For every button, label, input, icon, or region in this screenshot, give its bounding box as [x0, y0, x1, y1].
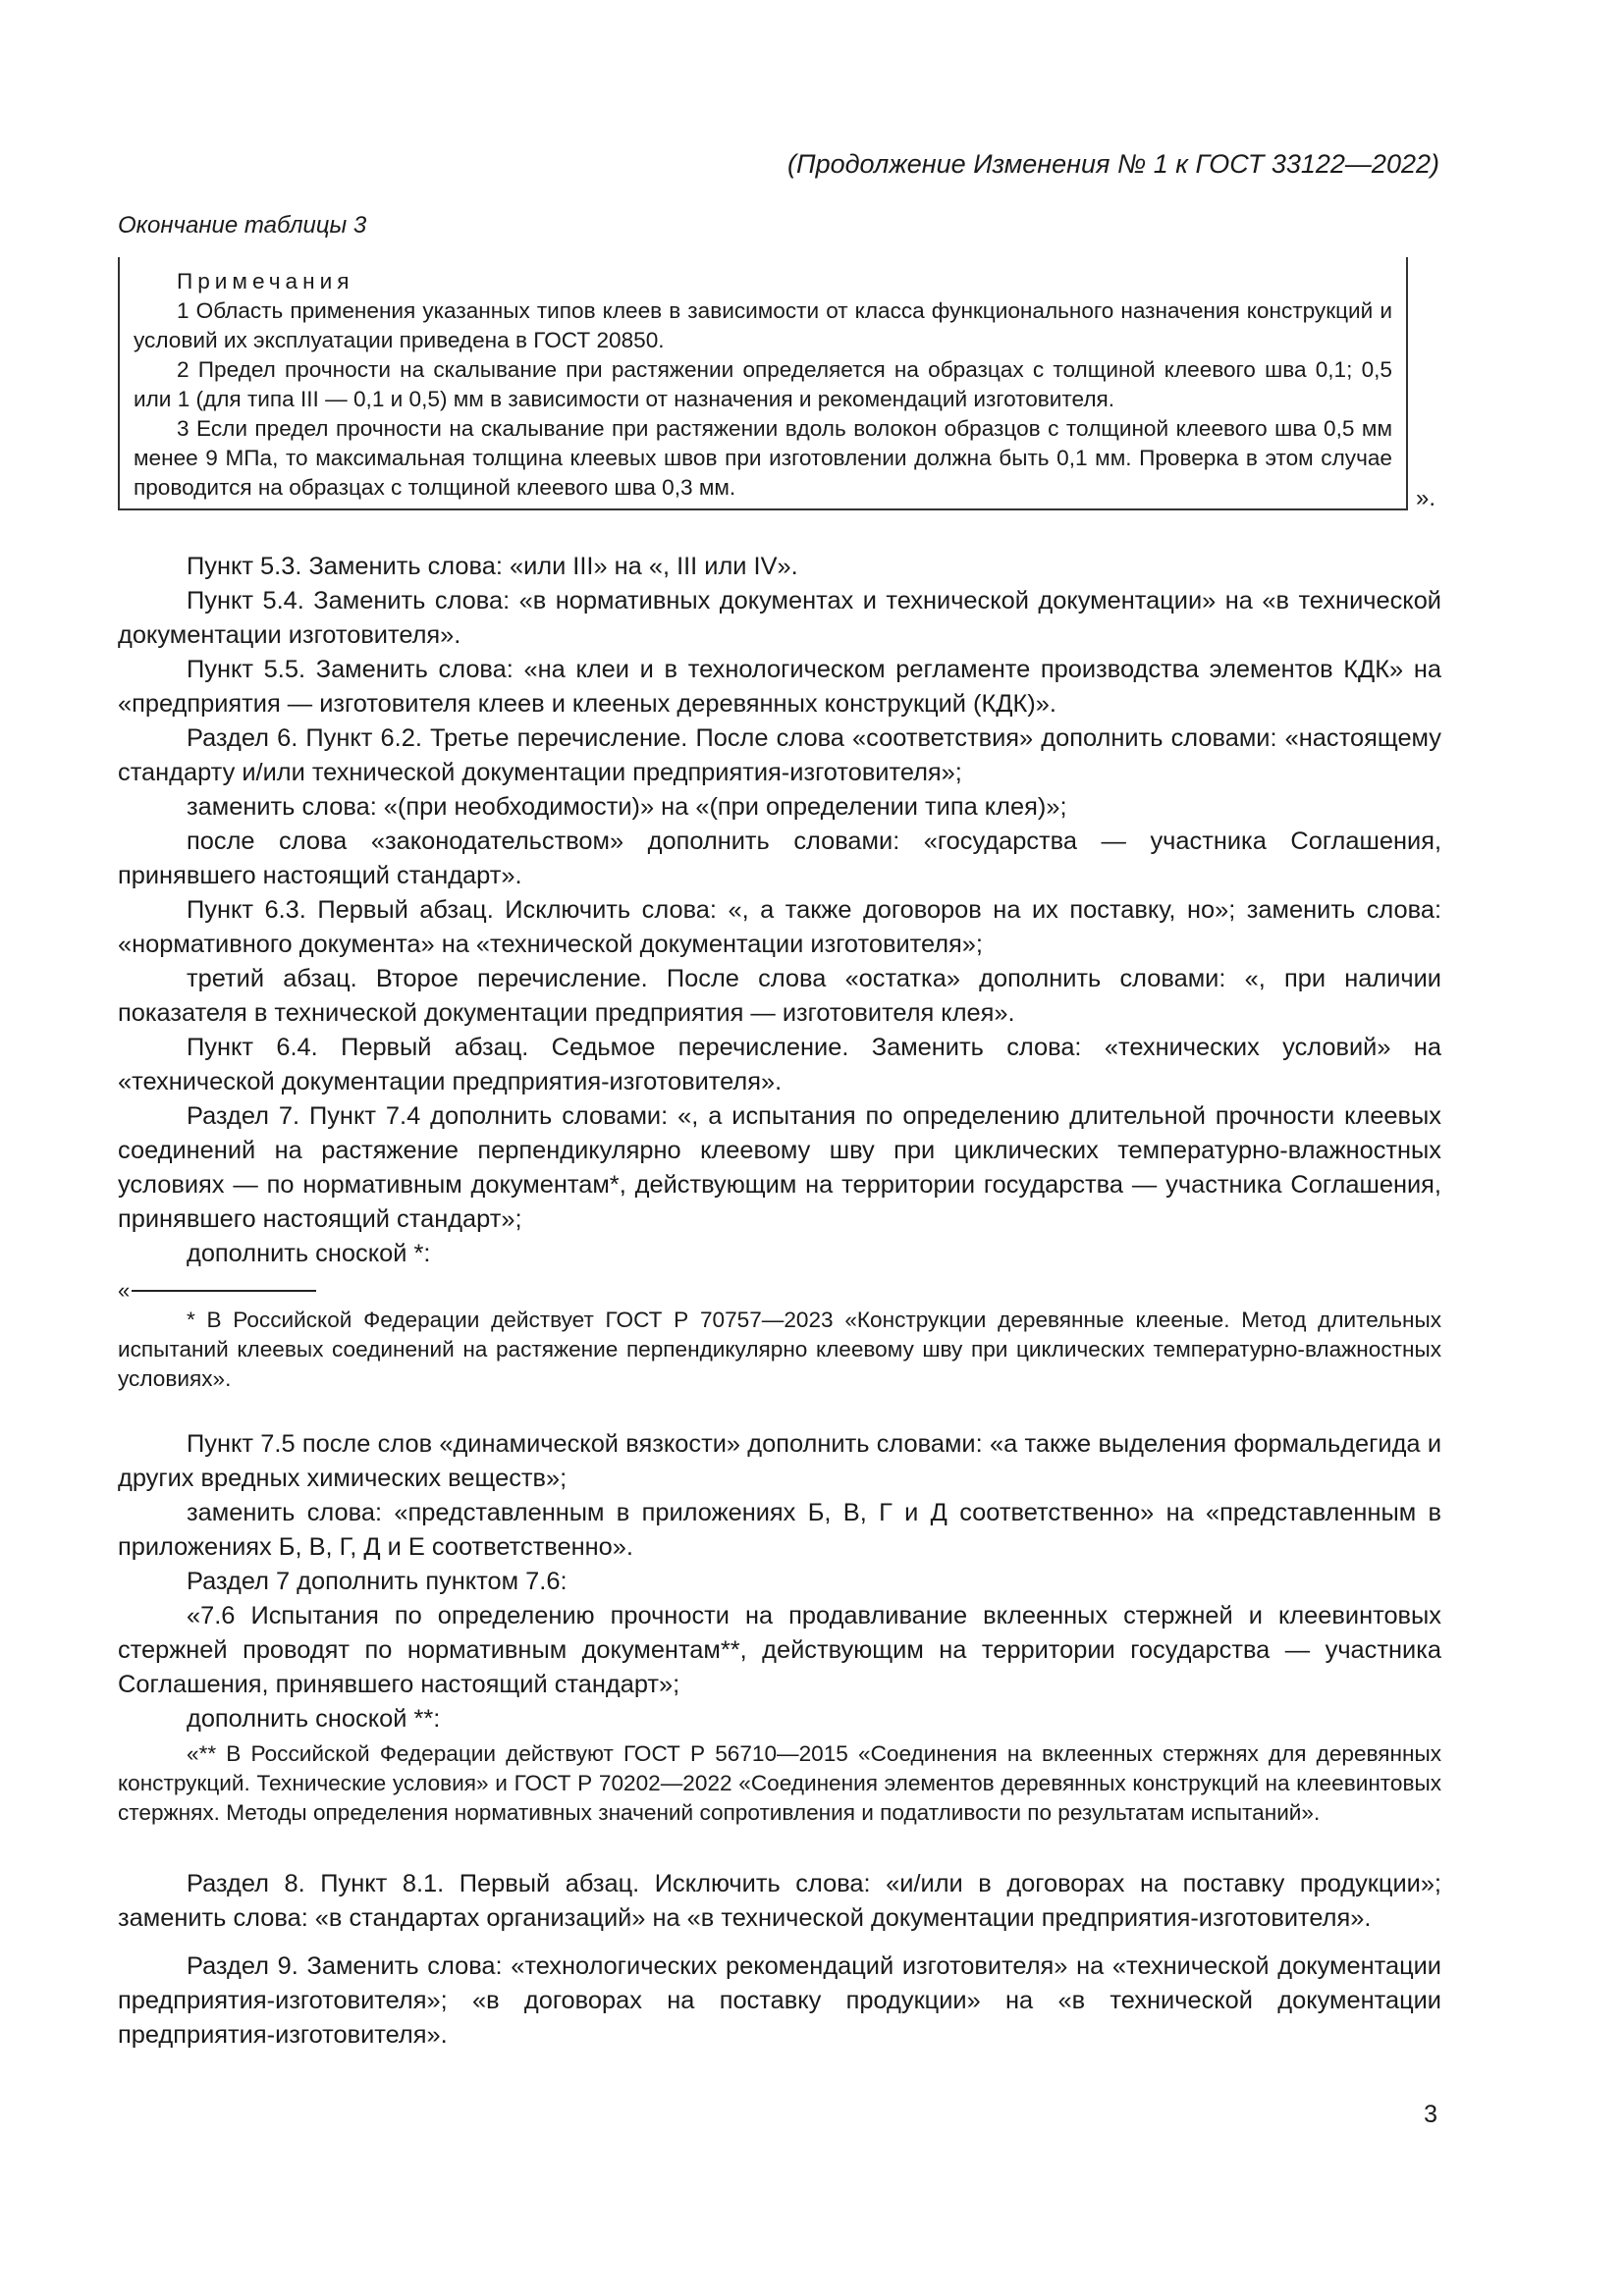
paragraph: дополнить сноской **: — [187, 1705, 441, 1733]
paragraph: Раздел 8. Пункт 8.1. Первый абзац. Исключить слова: «и/или в договорах на поставку продукции»; заменить слова: «в стандартах организаций» на «в технической документации предприятия-изготовителя». — [118, 1870, 1441, 1932]
paragraph: после слова «законодательством» дополнить словами: «государства — участника Соглашения, принявшего настоящий стандарт». — [118, 828, 1441, 889]
paragraph: дополнить сноской *: — [187, 1240, 431, 1267]
note-item: 1 Область применения указанных типов клеев в зависимости от класса функционального назначения конструкций и условий их эксплуатации приведена в ГОСТ 20850. — [134, 298, 1392, 352]
paragraph: Пункт 5.3. Заменить слова: «или III» на «, III или IV». — [187, 553, 798, 580]
paragraph: Раздел 6. Пункт 6.2. Третье перечисление. После слова «соответствия» дополнить словами: «настоящему стандарту и/или технической документации предприятия-изготовителя»; — [118, 724, 1441, 786]
paragraph: Раздел 7. Пункт 7.4 дополнить словами: «, а испытания по определению длительной прочности клеевых соединений на растяжение перпендикулярно клеевому шву при циклических температурно-влажностных условиях — по нормативным документам*, действующим на территории государства — участника Соглашения, принявшего настоящий стандарт»; — [118, 1102, 1441, 1233]
paragraph: Пункт 6.3. Первый абзац. Исключить слова: «, а также договоров на их поставку, но»; заменить слова: «нормативного документа» на «технической документации изготовителя»; — [118, 896, 1441, 958]
paragraph: заменить слова: «(при необходимости)» на «(при определении типа клея)»; — [187, 793, 1067, 821]
footnote-open-quote: « — [118, 1278, 131, 1303]
amendment-text-block-3 — [118, 1867, 1441, 2053]
paragraph: третий абзац. Второе перечисление. После слова «остатка» дополнить словами: «, при наличии показателя в технической документации предприятия — изготовителя клея». — [118, 965, 1441, 1027]
paragraph: Раздел 9. Заменить слова: «технологических рекомендаций изготовителя» на «технической документации предприятия-изготовителя»; «в договорах на поставку продукции» на «в технической документации предприятия-изготовителя». — [118, 1952, 1441, 2049]
note-item: 2 Предел прочности на скалывание при растяжении определяется на образцах с толщиной клеевого шва 0,1; 0,5 или 1 (для типа III — 0,1 и 0,5) мм в зависимости от назначения и рекомендаций изготовителя. — [134, 357, 1392, 411]
footnote-2 — [118, 1739, 1441, 1828]
paragraph: «7.6 Испытания по определению прочности на продавливание вклеенных стержней и клеевинтовых стержней проводят по нормативным документам**, действующим на территории государства — участника Соглашения, принявшего настоящий стандарт»; — [118, 1602, 1441, 1698]
paragraph: Раздел 7 дополнить пунктом 7.6: — [187, 1568, 568, 1595]
footnote-text: * В Российской Федерации действует ГОСТ Р 70757—2023 «Конструкции деревянные клееные. Метод длительных испытаний клеевых соединений на растяжение перпендикулярно клеевому шву при циклических температурно-влажностных условиях». — [118, 1308, 1441, 1391]
notes-title: Примечания — [177, 269, 354, 294]
paragraph: Пункт 5.5. Заменить слова: «на клеи и в технологическом регламенте производства элементов КДК» на «предприятия — изготовителя клеев и клееных деревянных конструкций (КДК)». — [118, 656, 1441, 718]
amendment-text-block-2 — [118, 1427, 1441, 1736]
footnote-1 — [118, 1306, 1441, 1394]
running-header: (Продолжение Изменения № 1 к ГОСТ 33122—2022) — [787, 149, 1439, 179]
page-number: 3 — [1424, 2101, 1437, 2128]
closing-quote-mark: ». — [1416, 485, 1436, 511]
amendment-text-block-1 — [118, 550, 1441, 1271]
paragraph: Пункт 5.4. Заменить слова: «в нормативных документах и технической документации» на «в технической документации изготовителя». — [118, 587, 1441, 649]
paragraph: заменить слова: «представленным в приложениях Б, В, Г и Д соответственно» на «представленным в приложениях Б, В, Г, Д и Е соответственно». — [118, 1499, 1441, 1561]
footnote-rule-line — [132, 1290, 316, 1292]
paragraph: Пункт 6.4. Первый абзац. Седьмое перечисление. Заменить слова: «технических условий» на «технической документации предприятия-изготовителя». — [118, 1034, 1441, 1095]
paragraph: Пункт 7.5 после слов «динамической вязкости» дополнить словами: «а также выделения формальдегида и других вредных химических веществ»; — [118, 1430, 1441, 1492]
table-continuation-label: Окончание таблицы 3 — [118, 212, 367, 239]
footnote-separator — [118, 1278, 316, 1304]
footnote-text: «** В Российской Федерации действуют ГОСТ Р 56710—2015 «Соединения на вклеенных стержнях для деревянных конструкций. Технические условия» и ГОСТ Р 70202—2022 «Соединения элементов деревянных конструкций на клеевинтовых стержнях. Методы определения нормативных значений сопротивления и податливости по результатам испытаний». — [118, 1741, 1441, 1825]
table-notes-box — [118, 257, 1408, 510]
note-item: 3 Если предел прочности на скалывание при растяжении вдоль волокон образцов с толщиной клеевого шва 0,5 мм менее 9 МПа, то максимальная толщина клеевых швов при изготовлении должна быть 0,1 мм. Проверка в этом случае проводится на образцах с толщиной клеевого шва 0,3 мм. — [134, 416, 1392, 500]
